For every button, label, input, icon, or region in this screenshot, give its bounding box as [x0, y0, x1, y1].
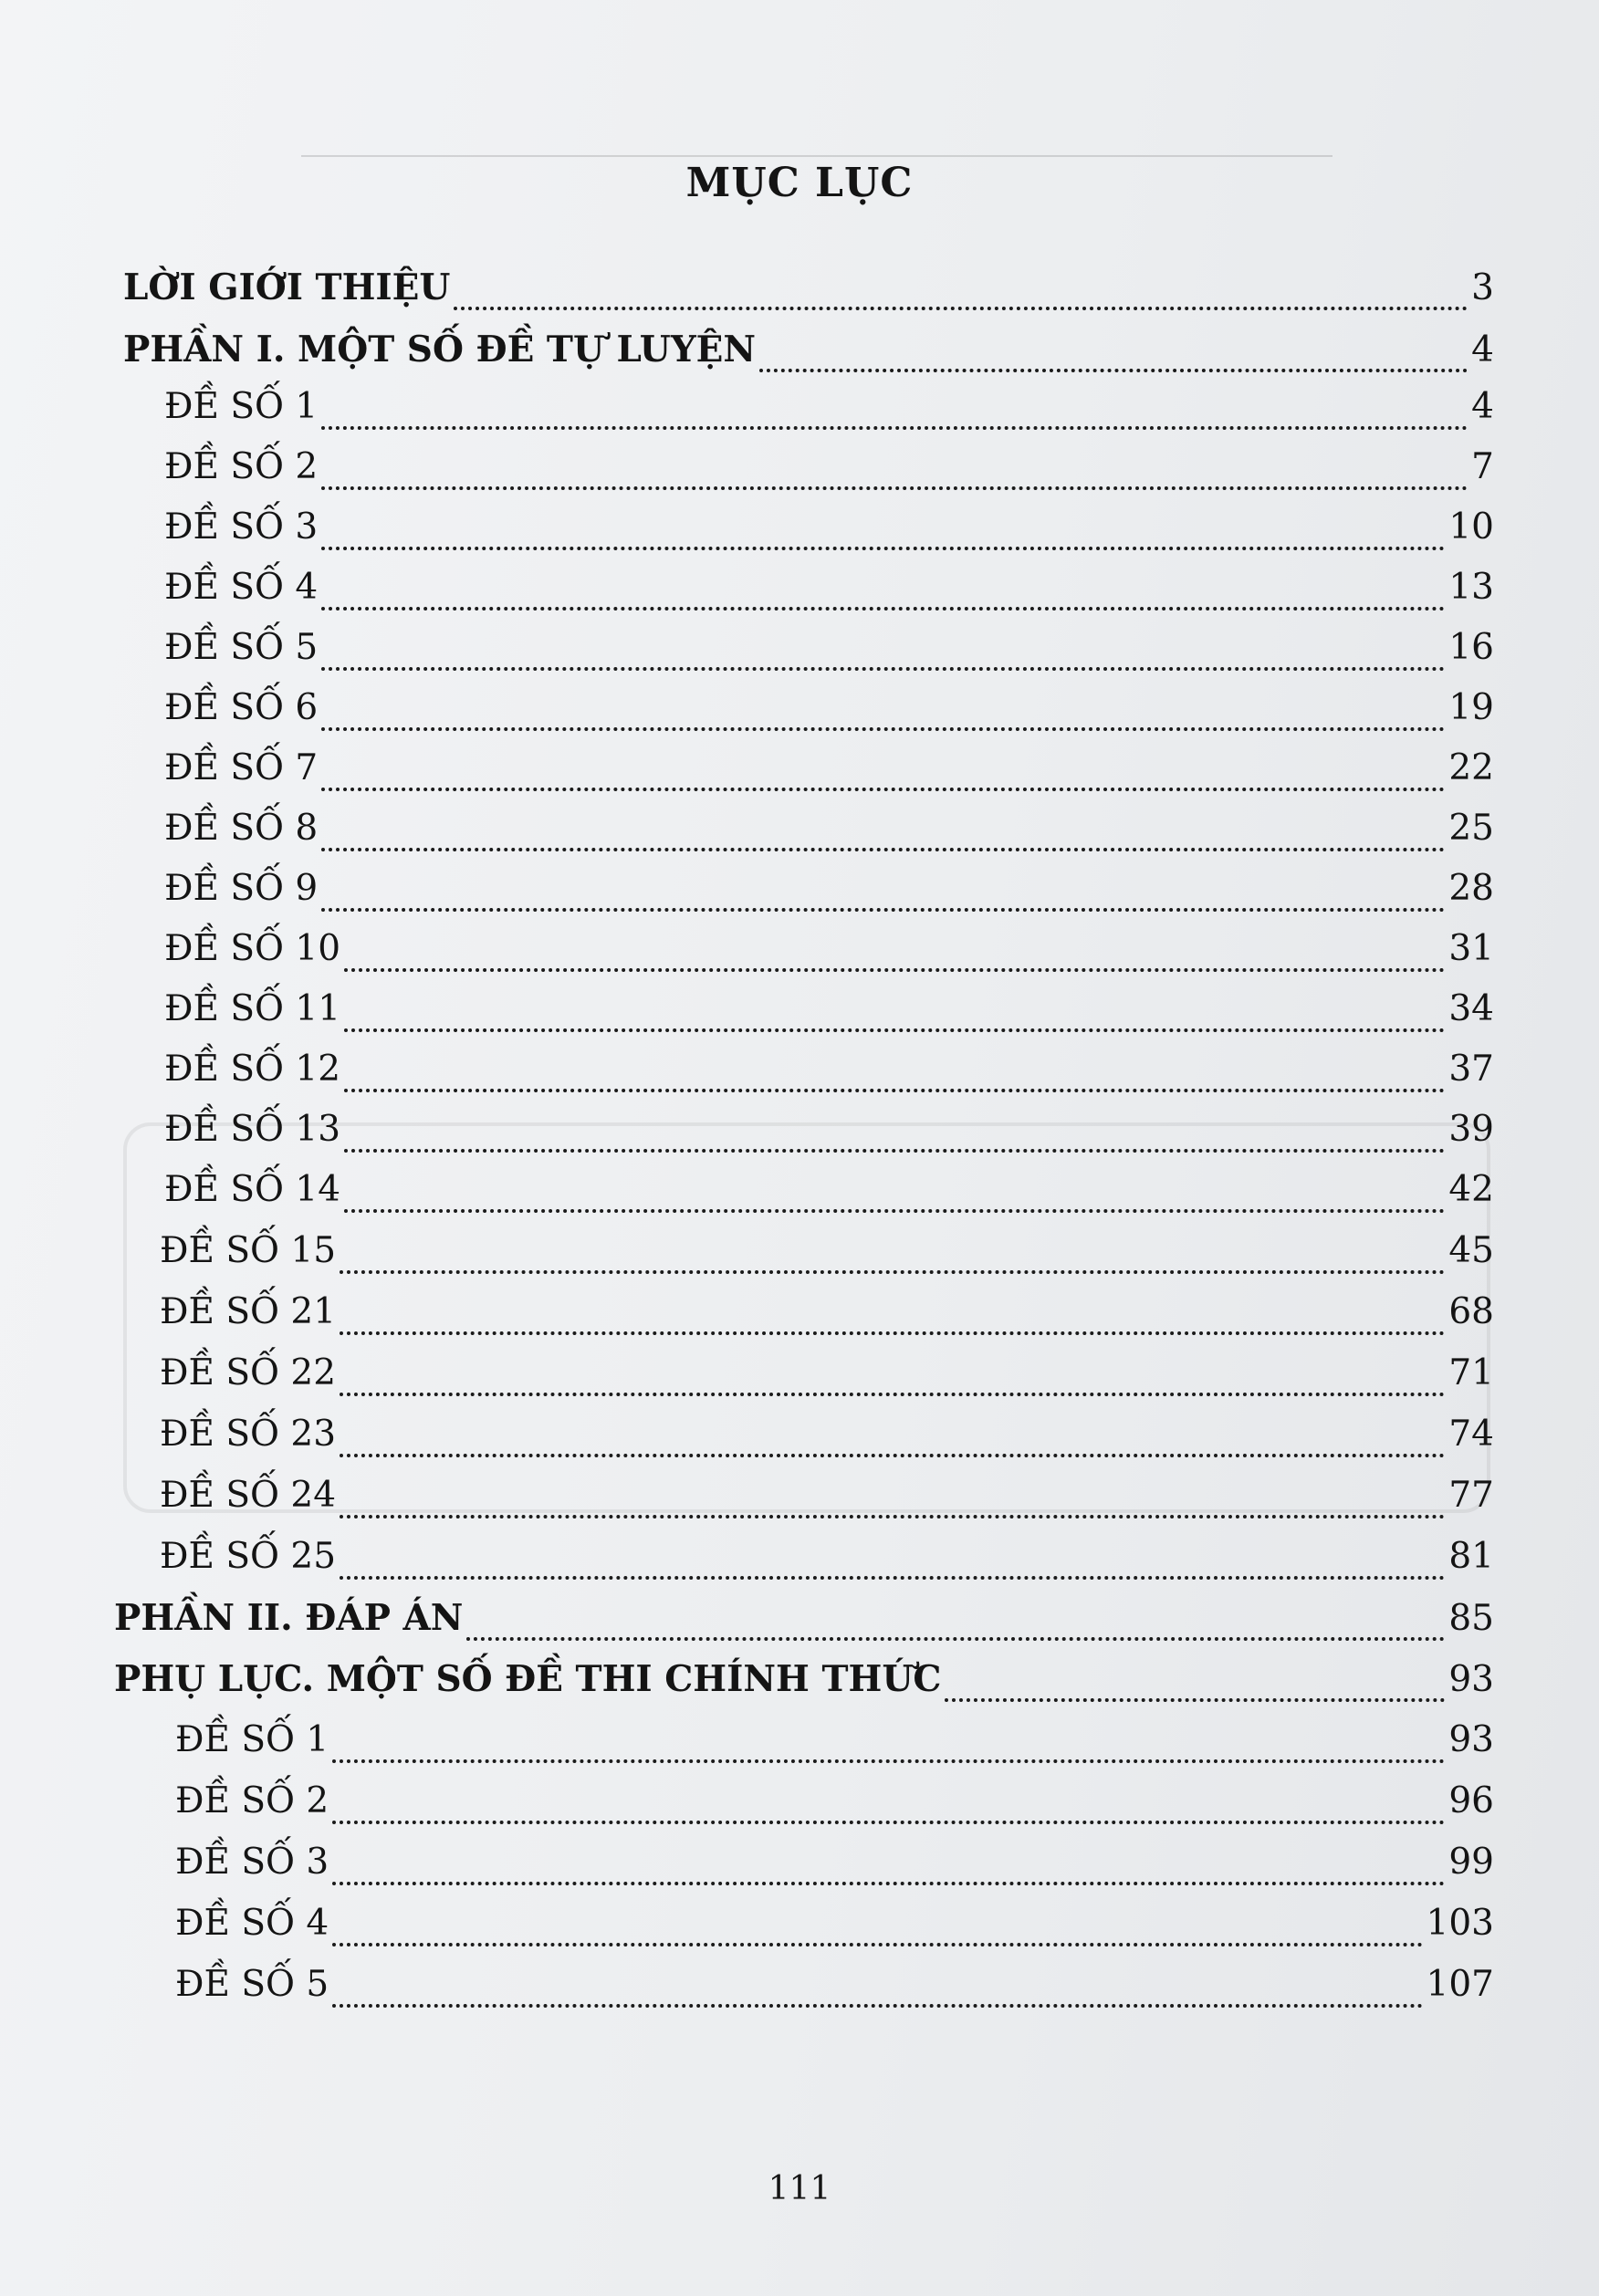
toc-entry-page: 42 — [1448, 1169, 1494, 1210]
page-number: 111 — [768, 2170, 831, 2207]
toc-entry[interactable] — [164, 386, 1494, 439]
toc-entry-page: 45 — [1448, 1230, 1494, 1271]
toc-entry[interactable] — [175, 1842, 1494, 1894]
toc-entry-page: 96 — [1448, 1780, 1494, 1821]
toc-entry-page: 85 — [1448, 1598, 1494, 1639]
toc-entry-page: 22 — [1448, 747, 1494, 788]
dot-leader — [340, 1576, 1445, 1580]
dot-leader — [454, 307, 1468, 310]
toc-entry-page: 99 — [1448, 1842, 1494, 1883]
toc-entry-page: 68 — [1448, 1291, 1494, 1332]
toc-entry-label: ĐỀ SỐ 15 — [160, 1230, 337, 1271]
toc-entry-page: 25 — [1448, 808, 1494, 849]
toc-entry[interactable] — [164, 1169, 1494, 1222]
page-title: MỤC LỤC — [685, 160, 914, 206]
toc-entry[interactable] — [160, 1352, 1494, 1405]
toc-entry-page: 4 — [1471, 329, 1494, 370]
dot-leader — [945, 1698, 1445, 1702]
toc-entry-label: ĐỀ SỐ 14 — [164, 1169, 341, 1210]
dot-leader — [332, 1821, 1445, 1824]
toc-entry[interactable] — [164, 808, 1494, 861]
toc-entry-label: ĐỀ SỐ 10 — [164, 928, 341, 969]
dot-leader — [344, 968, 1445, 972]
toc-entry[interactable] — [175, 1903, 1494, 1956]
toc-entry-label: ĐỀ SỐ 25 — [160, 1536, 337, 1577]
toc-entry-label: ĐỀ SỐ 1 — [164, 386, 319, 427]
dot-leader — [321, 788, 1445, 791]
dot-leader — [340, 1515, 1445, 1518]
dot-leader — [340, 1393, 1445, 1396]
toc-entry-label: ĐỀ SỐ 2 — [175, 1780, 329, 1821]
dot-leader — [321, 547, 1445, 550]
toc-entry[interactable] — [175, 1964, 1494, 2017]
toc-entry-page: 31 — [1448, 928, 1494, 969]
toc-entry-page: 34 — [1448, 988, 1494, 1029]
toc-entry[interactable] — [164, 567, 1494, 620]
toc-entry-page: 37 — [1448, 1049, 1494, 1090]
toc-entry-page: 13 — [1448, 567, 1494, 608]
dot-leader — [340, 1270, 1445, 1274]
toc-entry-label: ĐỀ SỐ 11 — [164, 988, 341, 1029]
dot-leader — [340, 1454, 1445, 1457]
toc-entry[interactable] — [164, 1109, 1494, 1162]
toc-entry[interactable] — [160, 1414, 1494, 1466]
dot-leader — [321, 848, 1445, 851]
toc-entry-label: PHẦN I. MỘT SỐ ĐỀ TỰ LUYỆN — [123, 329, 757, 370]
dot-leader — [321, 607, 1445, 611]
dot-leader — [344, 1089, 1445, 1092]
toc-entry[interactable] — [164, 446, 1494, 499]
toc-entry[interactable] — [175, 1719, 1494, 1772]
toc-entry[interactable] — [160, 1475, 1494, 1528]
toc-entry-label: ĐỀ SỐ 24 — [160, 1475, 337, 1516]
toc-entry-page: 93 — [1448, 1659, 1494, 1700]
toc-entry-page: 10 — [1448, 506, 1494, 548]
toc-entry[interactable] — [164, 988, 1494, 1041]
toc-entry-label: PHỤ LỤC. MỘT SỐ ĐỀ THI CHÍNH THỨC — [114, 1658, 942, 1700]
toc-entry-page: 3 — [1471, 267, 1494, 308]
toc-entry-page: 39 — [1448, 1109, 1494, 1150]
toc-entry-label: ĐỀ SỐ 22 — [160, 1352, 337, 1393]
toc-entry-label: ĐỀ SỐ 5 — [164, 627, 319, 668]
dot-leader — [466, 1637, 1445, 1641]
toc-entry[interactable] — [164, 687, 1494, 740]
toc-entry-page: 71 — [1448, 1352, 1494, 1393]
toc-entry-label: ĐỀ SỐ 8 — [164, 808, 319, 849]
toc-entry[interactable] — [164, 928, 1494, 981]
dot-leader — [321, 486, 1468, 490]
toc-entry[interactable] — [123, 329, 1494, 381]
dot-leader — [344, 1209, 1445, 1213]
toc-entry[interactable] — [160, 1536, 1494, 1589]
toc-entry[interactable] — [164, 627, 1494, 680]
dot-leader — [332, 1759, 1445, 1763]
bleed-rule — [301, 155, 1332, 157]
toc-entry[interactable] — [164, 1049, 1494, 1101]
toc-entry-page: 16 — [1448, 627, 1494, 668]
toc-entry-label: LỜI GIỚI THIỆU — [123, 266, 451, 308]
dot-leader — [332, 2004, 1422, 2008]
toc-entry-page: 19 — [1448, 687, 1494, 728]
toc-entry[interactable] — [175, 1780, 1494, 1833]
toc-entry[interactable] — [160, 1230, 1494, 1283]
dot-leader — [340, 1331, 1445, 1335]
toc-entry-page: 7 — [1471, 446, 1494, 487]
dot-leader — [321, 667, 1445, 671]
toc-entry-label: ĐỀ SỐ 2 — [164, 446, 319, 487]
toc-entry-label: ĐỀ SỐ 5 — [175, 1964, 329, 2005]
toc-entry-label: ĐỀ SỐ 23 — [160, 1414, 337, 1455]
toc-entry-page: 93 — [1448, 1719, 1494, 1760]
dot-leader — [321, 908, 1445, 912]
toc-entry-label: ĐỀ SỐ 21 — [160, 1291, 337, 1332]
toc-entry-label: PHẦN II. ĐÁP ÁN — [114, 1597, 464, 1639]
toc-entry[interactable] — [114, 1658, 1494, 1711]
toc-entry-label: ĐỀ SỐ 12 — [164, 1049, 341, 1090]
toc-entry-page: 28 — [1448, 868, 1494, 909]
dot-leader — [332, 1943, 1422, 1946]
toc-entry[interactable] — [164, 506, 1494, 559]
toc-entry-page: 4 — [1471, 386, 1494, 427]
toc-entry[interactable] — [114, 1597, 1494, 1650]
toc-entry-page: 103 — [1426, 1903, 1494, 1944]
dot-leader — [332, 1882, 1445, 1885]
toc-entry-label: ĐỀ SỐ 4 — [175, 1903, 329, 1944]
toc-entry-label: ĐỀ SỐ 3 — [175, 1842, 329, 1883]
toc-entry-label: ĐỀ SỐ 7 — [164, 747, 319, 788]
toc-entry-page: 107 — [1426, 1964, 1494, 2005]
toc-entry-page: 81 — [1448, 1536, 1494, 1577]
dot-leader — [321, 426, 1468, 430]
toc-entry-label: ĐỀ SỐ 6 — [164, 687, 319, 728]
dot-leader — [759, 369, 1468, 372]
toc-entry-page: 74 — [1448, 1414, 1494, 1455]
toc-entry-label: ĐỀ SỐ 1 — [175, 1719, 329, 1760]
dot-leader — [321, 727, 1445, 731]
toc-entry-label: ĐỀ SỐ 3 — [164, 506, 319, 548]
toc-entry[interactable] — [164, 868, 1494, 921]
dot-leader — [344, 1028, 1445, 1032]
toc-entry[interactable] — [160, 1291, 1494, 1344]
toc-entry-label: ĐỀ SỐ 9 — [164, 868, 319, 909]
dot-leader — [344, 1149, 1445, 1153]
toc-entry[interactable] — [123, 266, 1494, 319]
toc-entry-label: ĐỀ SỐ 13 — [164, 1109, 341, 1150]
toc-entry[interactable] — [164, 747, 1494, 800]
toc-entry-label: ĐỀ SỐ 4 — [164, 567, 319, 608]
toc-entry-page: 77 — [1448, 1475, 1494, 1516]
